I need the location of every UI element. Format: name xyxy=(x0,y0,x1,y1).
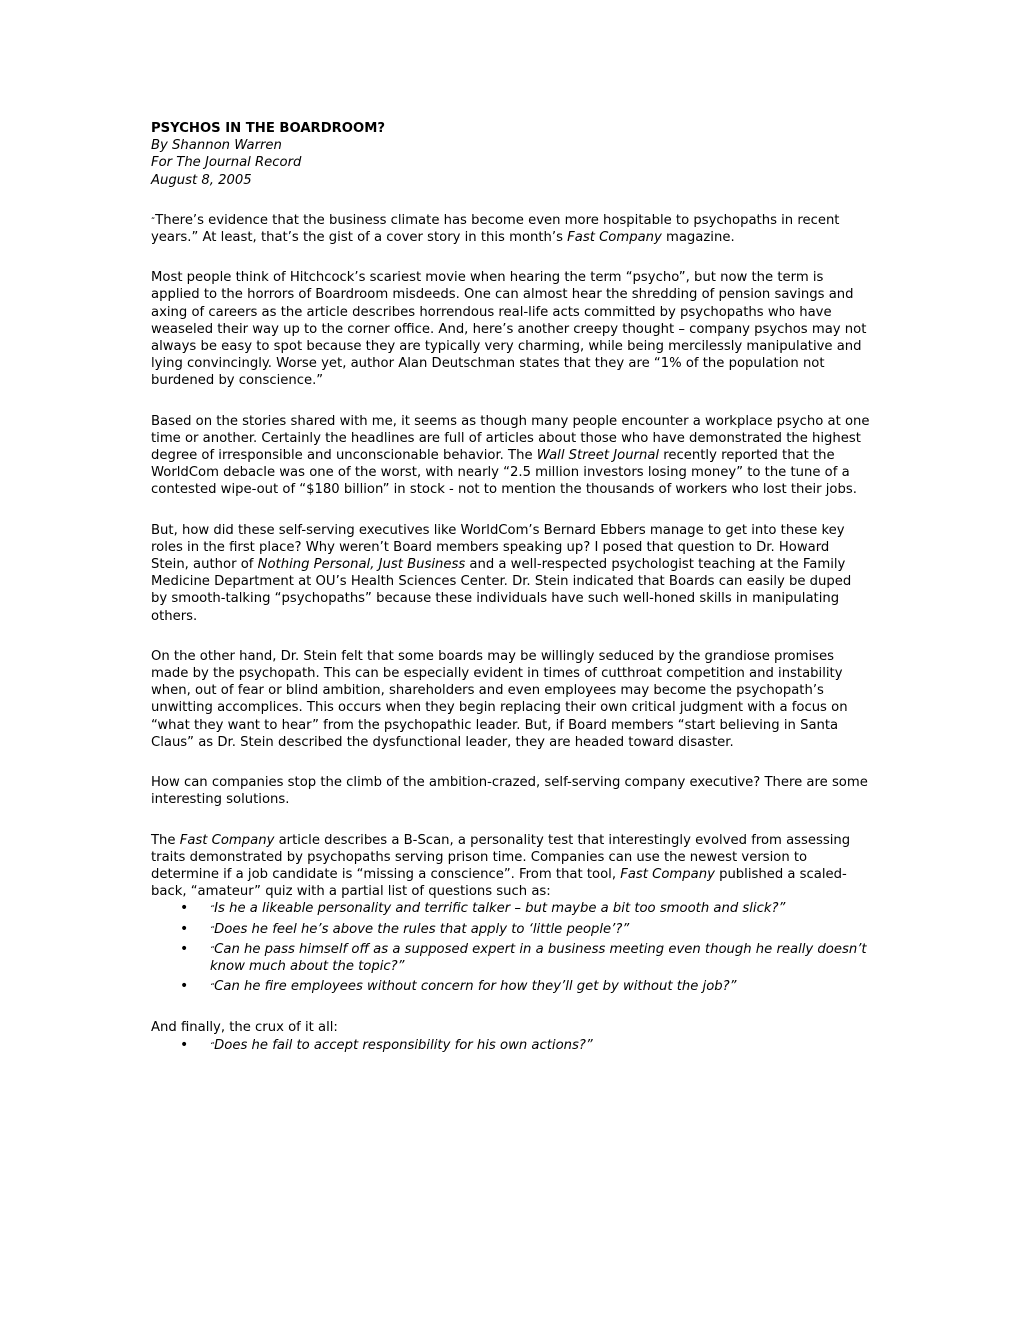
bullet-icon: • xyxy=(180,940,189,957)
magazine-name: Fast Company xyxy=(567,230,662,246)
open-quote: “ xyxy=(151,215,156,225)
article-title: PSYCHOS IN THE BOARDROOM? xyxy=(151,121,385,136)
bullet-icon: • xyxy=(180,900,189,917)
list-item: • “Can he pass himself off as a supposed expert in a business meeting even though he really doesn’t know much about the topic?” xyxy=(180,940,867,974)
paragraph-2: Most people think of Hitchcock’s scariest movie when hearing the term “psycho”, but now the term is applied to the horrors of Boardroom misdeeds. One can almost hear the shredding of pension savings and axing of careers as the article describes horrendous real-life acts committed by psychopaths who have weaseled their way up to the corner office. And, here’s another creepy thought – company psychos may not always be easy to spot because they are typically very charming, while being mercilessly manipulative and lying convincingly. Worse yet, author Alan Deutschman states that they are “1% of the population not burdened by conscience.” xyxy=(151,270,867,389)
open-quote: “ xyxy=(210,1040,215,1050)
book-title: Nothing Personal, Just Business xyxy=(257,557,466,573)
bullet-icon: • xyxy=(180,920,189,937)
magazine-name: Fast Company xyxy=(179,832,275,848)
bullet-icon: • xyxy=(180,978,189,995)
open-quote: “ xyxy=(210,944,215,954)
list-item: • “Is he a likeable personality and terrific talker – but maybe a bit too smooth and slick?” xyxy=(180,900,786,917)
paragraph-7: The Fast Company article describes a B-Scan, a personality test that interestingly evolved from assessing traits demonstrated by psychopaths serving prison time. Companies can use the newest version to determine if a job candidate is “missing a conscience”. From that tool, Fast Company published a scaled-back, “amateur” quiz with a partial list of questions such as: xyxy=(151,832,851,900)
final-intro: And finally, the crux of it all: xyxy=(151,1020,338,1036)
outlet: For The Journal Record xyxy=(151,155,302,171)
publication-date: August 8, 2005 xyxy=(151,172,252,188)
open-quote: “ xyxy=(210,924,215,934)
newspaper-name: Wall Street Journal xyxy=(536,448,660,464)
paragraph-5: On the other hand, Dr. Stein felt that some boards may be willingly seduced by the grandiose promises made by the psychopath. This can be especially evident in times of cutthroat competition and instability when, out of fear or blind ambition, shareholders and even employees may become the psychopath’s unwitting accomplices. This occurs when they begin replacing their own critical judgment with a focus on “what they want to hear” from the psychopathic leader. But, if Board members “start believing in Santa Claus” as Dr. Stein described the dysfunctional leader, they are headed toward disaster. xyxy=(151,648,848,750)
quiz-questions-list xyxy=(151,900,871,995)
magazine-name: Fast Company xyxy=(620,866,715,882)
document-page xyxy=(151,120,871,1057)
paragraph-1: “There’s evidence that the business climate has become even more hospitable to psychopaths in recent years.” At least, that’s the gist of a cover story in this month’s Fast Company magazine. xyxy=(151,212,840,246)
paragraph-3: Based on the stories shared with me, it seems as though many people encounter a workplace psycho at one time or another. Certainly the headlines are full of articles about those who have demonstrated the highest degree of irresponsible and unconscionable behavior. The Wall Street Journal recently reported that the WorldCom debacle was one of the worst, with nearly “2.5 million investors losing money” to the tune of a contested wipe-out of “$180 billion” in stock - not to mention the thousands of workers who lost their jobs. xyxy=(151,413,870,498)
paragraph-4: But, how did these self-serving executives like WorldCom’s Bernard Ebbers manage to get into these key roles in the first place? Why weren’t Board members speaking up? I posed that question to Dr. Howard Stein, author of Nothing Personal, Just Business and a well-respected psychologist teaching at the Family Medicine Department at OU’s Health Sciences Center. Dr. Stein indicated that Boards can easily be duped by smooth-talking “psychopaths” because these individuals have such well-honed skills in manipulating others. xyxy=(151,522,852,624)
open-quote: “ xyxy=(210,904,215,914)
list-item: • “Can he fire employees without concern for how they’ll get by without the job?” xyxy=(180,978,737,995)
byline: By Shannon Warren xyxy=(151,138,282,154)
final-question-list xyxy=(151,1037,871,1054)
list-item: • “Does he fail to accept responsibility for his own actions?” xyxy=(180,1036,593,1053)
paragraph-6: How can companies stop the climb of the ambition-crazed, self-serving company executive? There are some interesting solutions. xyxy=(151,775,868,808)
bullet-icon: • xyxy=(180,1036,189,1053)
list-item: • “Does he feel he’s above the rules that apply to ‘little people’?” xyxy=(180,920,630,937)
open-quote: “ xyxy=(210,982,215,992)
